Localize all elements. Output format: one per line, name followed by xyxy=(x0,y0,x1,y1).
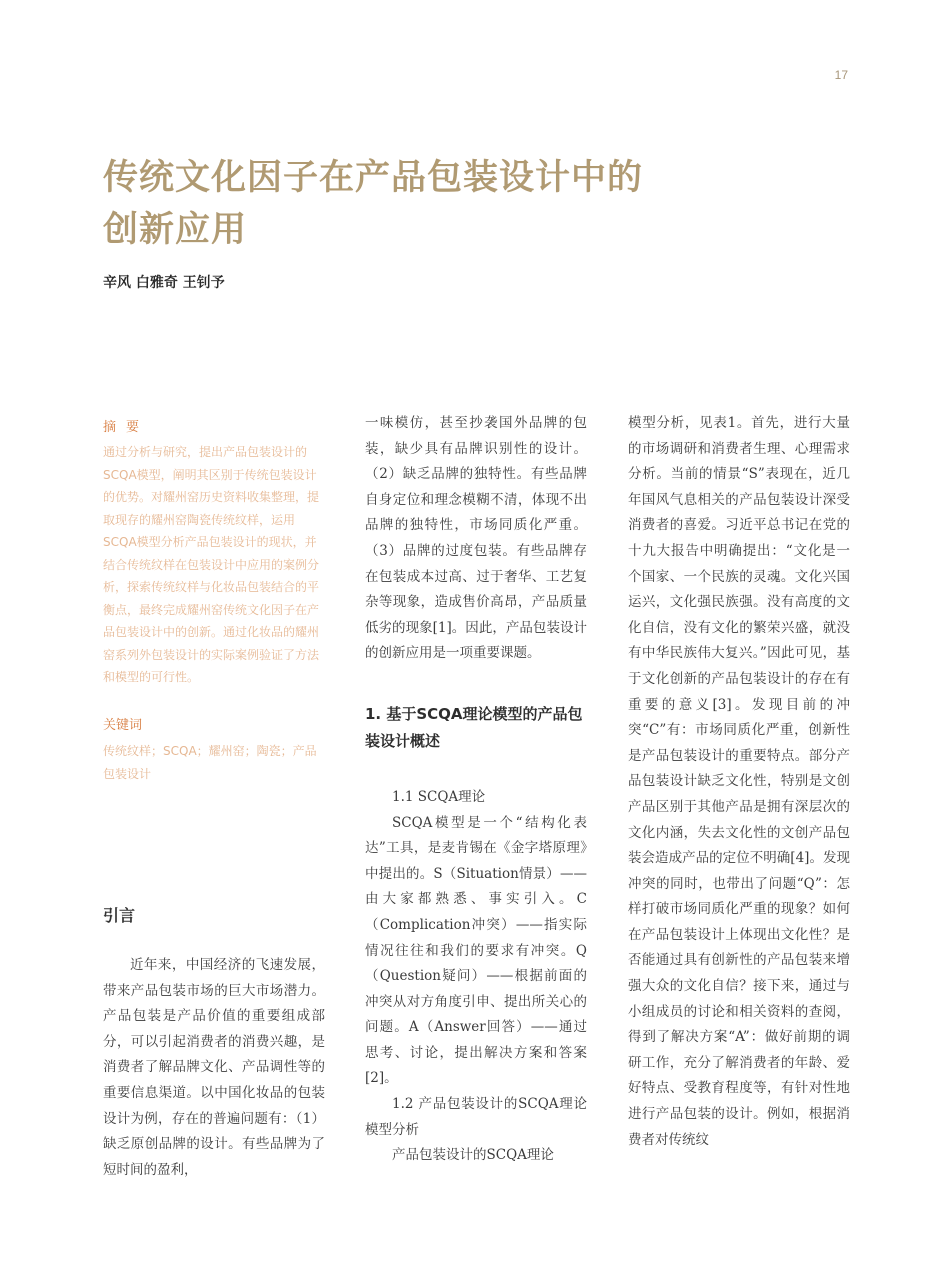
column2-paragraph-1: 一味模仿，甚至抄袭国外品牌的包装，缺少具有品牌识别性的设计。（2）缺乏品牌的独特性。有些品牌自身定位和理念模糊不清，体现不出品牌的独特性，市场同质化严重。（3）品牌的过度包装。有些品牌存在包装成本过高、过于奢华、工艺复杂等现象，造成售价高昂，产品质量低劣的现象[1]。因此，产品包装设计的创新应用是一项重要课题。 xyxy=(365,415,587,662)
intro-paragraph: 近年来，中国经济的飞速发展，带来产品包装市场的巨大市场潜力。产品包装是产品价值的重要组成部分，可以引起消费者的消费兴趣，是消费者了解品牌文化、产品调性等的重要信息渠道。以中国化妆品的包装设计为例，存在的普遍问题有：（1）缺乏原创品牌的设计。有些品牌为了短时间的盈利， xyxy=(103,957,325,1178)
intro-heading: 引言 xyxy=(103,906,136,925)
keywords-text: 传统纹样；SCQA；耀州窑；陶瓷；产品包装设计 xyxy=(103,744,317,781)
authors: 辛风 白雅奇 王钊予 xyxy=(103,275,225,291)
column3-paragraph: 模型分析，见表1。首先，进行大量的市场调研和消费者生理、心理需求分析。当前的情景“S”表现在，近几年国风气息相关的产品包装设计深受消费者的喜爱。习近平总书记在党的十九大报告中明确提出：“文化是一个国家、一个民族的灵魂。文化兴国运兴，文化强民族强。没有高度的文化自信，没有文化的繁荣兴盛，就没有中华民族伟大复兴。”因此可见，基于文化创新的产品包装设计的存在有重要的意义[3]。发现目前的冲突“C”有：市场同质化严重，创新性是产品包装设计的重要特点。部分产品包装设计缺乏文化性，特别是文创产品区别于其他产品是拥有深层次的文化内涵，失去文化性的文创产品包装会造成产品的定位不明确[4]。发现冲突的同时，也带出了问题“Q”：怎样打破市场同质化严重的现象？如何在产品包装设计上体现出文化性？是否能通过具有创新性的产品包装来增强大众的文化自信？接下来，通过与小组成员的讨论和相关资料的查阅，得到了解决方案“A”：做好前期的调研工作，充分了解消费者的年龄、爱好特点、受教育程度等，有针对性地进行产品包装的设计。例如，根据消费者对传统纹 xyxy=(628,415,850,1148)
section-1-heading: 1. 基于SCQA理论模型的产品包装设计概述 xyxy=(365,704,583,750)
subsection-1-1-heading: 1.1 SCQA理论 xyxy=(392,788,486,805)
body-column-3 xyxy=(628,411,850,1153)
article-title: 传统文化因子在产品包装设计中的创新应用 xyxy=(103,157,644,250)
page-number: 17 xyxy=(834,68,848,82)
body-column-1 xyxy=(103,953,325,1183)
keywords-heading: 关键词 xyxy=(103,718,143,733)
subsection-1-2-heading: 1.2 产品包装设计的SCQA理论模型分析 xyxy=(365,1096,587,1138)
scqa-paragraph: SCQA模型是一个“结构化表达”工具，是麦肯锡在《金字塔原理》中提出的。S（Situation情景）——由大家都熟悉、事实引入。C（Complication冲突）——指实际情况往往和我们的要求有冲突。Q（Question疑问）——根据前面的冲突从对方角度引申、提出所关心的问题。A（Answer回答）——通过思考、讨论，提出解决方案和答案[2]。 xyxy=(365,814,587,1087)
abstract-heading: 摘要 xyxy=(103,420,150,435)
abstract-text: 通过分析与研究，提出产品包装设计的SCQA模型，阐明其区别于传统包装设计的优势。对耀州窑历史资料收集整理，提取现存的耀州窑陶瓷传统纹样，运用SCQA模型分析产品包装设计的现状，并结合传统纹样在包装设计中应用的案例分析，探索传统纹样与化妆品包装结合的平衡点，最终完成耀州窑传统文化因子在产品包装设计中的创新。通过化妆品的耀州窑系列外包装设计的实际案例验证了方法和模型的可行性。 xyxy=(103,445,320,684)
body-column-2 xyxy=(365,411,587,1169)
column2-paragraph-3: 产品包装设计的SCQA理论 xyxy=(392,1147,554,1164)
